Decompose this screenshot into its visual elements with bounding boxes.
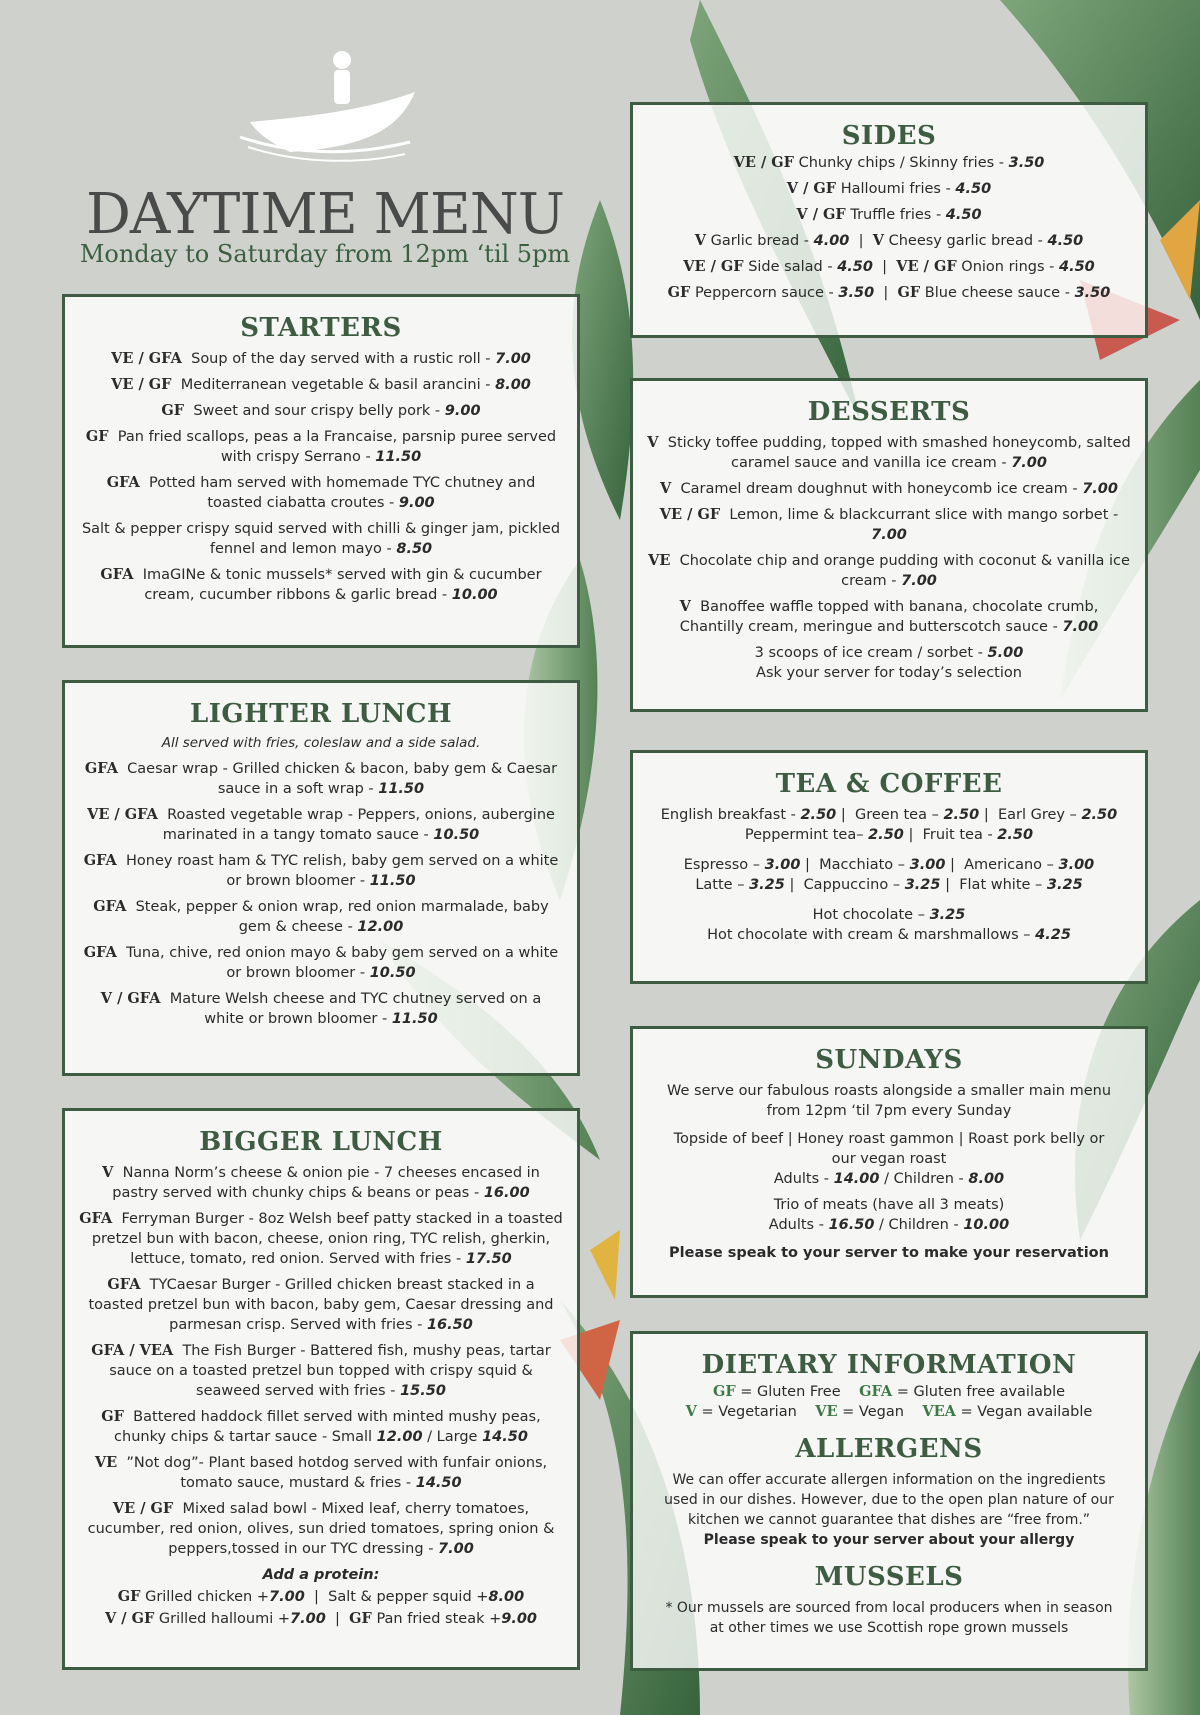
dietary-tag: V — [647, 434, 659, 451]
dietary-tag: VE / GFA — [87, 806, 158, 823]
item-description: Roasted vegetable wrap - Peppers, onions, aubergine marinated in a tangy tomato sauce - — [162, 807, 555, 843]
menu-item — [79, 473, 563, 513]
item-price: 7.00 — [871, 527, 907, 543]
dietary-tag: V — [660, 480, 672, 497]
item-description: Sweet and sour crispy belly pork - — [193, 403, 445, 419]
item-price: 17.50 — [465, 1251, 512, 1267]
drink-price: 3.00 — [764, 857, 801, 873]
item-price: 7.00 — [438, 1541, 474, 1557]
dietary-tag: GFA — [100, 566, 134, 583]
dietary-tag: VE / GFA — [111, 350, 182, 367]
allergens-heading: ALLERGENS — [795, 1434, 983, 1464]
item-description: Mediterranean vegetable & basil arancini - — [180, 377, 496, 393]
dietary-tag: VE / GF — [112, 1500, 174, 1517]
item-description: Honey roast ham & TYC relish, baby gem served on a white or brown bloomer - — [126, 853, 559, 889]
bigger-lunch-list — [79, 1163, 563, 1559]
menu-item — [647, 479, 1131, 499]
item-description: Ferryman Burger - 8oz Welsh beef patty stacked in a toasted pretzel bun with bacon, cheese, onion ring, TYC relish, gherkin, lettuce, tomato, red onion. Served with fries - — [91, 1211, 563, 1267]
item-description: Potted ham served with homemade TYC chutney and toasted ciabatta croutes - — [149, 475, 536, 511]
drink-price: 3.25 — [904, 877, 941, 893]
menu-item — [79, 519, 563, 559]
item-price: 9.00 — [398, 495, 435, 511]
item-price: 15.50 — [400, 1383, 446, 1399]
item-price: 10.50 — [369, 965, 416, 981]
dietary-tag: GFA — [83, 852, 117, 869]
drink-name: Americano – — [964, 857, 1059, 873]
drink-price: 2.50 — [868, 827, 904, 843]
side-line-3: V / GF Truffle fries - 4.50 — [796, 206, 982, 223]
drink-name: Flat white – — [959, 877, 1047, 893]
sundays-heading: SUNDAYS — [815, 1045, 963, 1075]
item-price: 12.00 — [357, 919, 404, 935]
menu-item — [79, 1275, 563, 1335]
sundays-intro: We serve our fabulous roasts alongside a smaller main menu from 12pm ‘til 7pm every Sunday — [667, 1083, 1112, 1119]
menu-item — [79, 427, 563, 467]
menu-item — [79, 1453, 563, 1493]
menu-item — [79, 943, 563, 983]
item-description: Banoffee waffle topped with banana, chocolate crumb, Chantilly cream, meringue and butterscotch sauce - — [679, 599, 1099, 635]
drink-price: 2.50 — [997, 827, 1034, 843]
dietary-tag: V — [102, 1164, 114, 1181]
dietary-tag: VE — [94, 1454, 118, 1471]
menu-item — [79, 897, 563, 937]
item-price: 11.50 — [378, 781, 425, 797]
item-description: Nanna Norm’s cheese & onion pie - 7 cheeses encased in pastry served with chunky chips & beans or peas - — [112, 1165, 540, 1201]
dietary-tag: VE / GF — [111, 376, 172, 393]
dietary-tag: GFA — [93, 898, 127, 915]
dietary-tag: GFA / VEA — [91, 1342, 174, 1359]
drink-name: Cappuccino – — [803, 877, 905, 893]
item-description: Lemon, lime & blackcurrant slice with mango sorbet - — [729, 507, 1119, 523]
menu-item — [79, 1341, 563, 1401]
menu-item — [79, 1407, 563, 1447]
drink-price: 3.00 — [1058, 857, 1095, 873]
lighter-lunch-list — [79, 759, 563, 1029]
item-description: Sticky toffee pudding, topped with smashed honeycomb, salted caramel sauce and vanilla ice cream - — [667, 435, 1131, 471]
tea-row-1: English breakfast - 2.50 | Green tea – 2.50 | Earl Grey – 2.50 — [660, 807, 1118, 823]
menu-item — [79, 401, 563, 421]
protein-line-1: GF Grilled chicken +7.00 | Salt & pepper squid +8.00 — [117, 1588, 525, 1605]
drink-name: Hot chocolate with cream & marshmallows – — [707, 927, 1036, 943]
dietary-tag: GF — [85, 428, 109, 445]
sides-heading: SIDES — [841, 121, 937, 151]
menu-item — [647, 433, 1131, 473]
desserts-section — [630, 378, 1148, 712]
drink-price: 3.25 — [749, 877, 785, 893]
tea-coffee-heading: TEA & COFFEE — [775, 769, 1003, 799]
item-price: 11.50 — [375, 449, 422, 465]
allergens-note: Please speak to your server about your allergy — [703, 1532, 1075, 1548]
drink-name: Green tea – — [854, 807, 944, 823]
item-description: Chocolate chip and orange pudding with coconut & vanilla ice cream - — [679, 553, 1130, 589]
menu-item — [79, 1163, 563, 1203]
side-line-2: V / GF Halloumi fries - 4.50 — [786, 180, 992, 197]
menu-item — [79, 375, 563, 395]
dietary-tag: GFA — [79, 1210, 113, 1227]
drink-price: 2.50 — [943, 807, 980, 823]
starters-list — [79, 349, 563, 605]
sides-section — [630, 102, 1148, 338]
protein-line-2: V / GF Grilled halloumi +7.00 | GF Pan fried steak +9.00 — [104, 1610, 538, 1627]
bigger-lunch-section — [62, 1108, 580, 1670]
item-price: 8.50 — [396, 541, 433, 557]
item-description: Caesar wrap - Grilled chicken & bacon, baby gem & Caesar sauce in a soft wrap - — [127, 761, 558, 797]
menu-item — [79, 851, 563, 891]
desserts-list — [647, 433, 1131, 637]
dietary-tag: V — [679, 598, 691, 615]
item-price: 16.50 — [426, 1317, 473, 1333]
lighter-lunch-section — [62, 680, 580, 1076]
side-line-1: VE / GF Chunky chips / Skinny fries - 3.50 — [733, 154, 1045, 171]
hot-chocolate-deluxe-row — [647, 925, 1131, 945]
item-description: Mixed salad bowl - Mixed leaf, cherry tomatoes, cucumber, red onion, olives, sun dried tomatoes, spring onion & peppers,tossed in our TYC dressing - — [87, 1501, 555, 1557]
dietary-heading: DIETARY INFORMATION — [701, 1350, 1077, 1380]
item-description: Salt & pepper crispy squid served with chilli & ginger jam, pickled fennel and lemon mayo - — [81, 521, 561, 557]
sundays-reservation-note: Please speak to your server to make your reservation — [669, 1245, 1109, 1261]
drink-price: 4.25 — [1035, 927, 1071, 943]
mussels-heading: MUSSELS — [814, 1562, 964, 1592]
item-description: Battered haddock fillet served with minted mushy peas, chunky chips & tartar sauce - Small — [114, 1409, 541, 1445]
dietary-tag: VE — [648, 552, 671, 569]
drink-price: 3.00 — [909, 857, 946, 873]
menu-item — [79, 989, 563, 1029]
item-description: The Fish Burger - Battered fish, mushy peas, tartar sauce on a toasted pretzel bun topped with crispy squid & seaweed served with fries - — [109, 1343, 551, 1399]
item-description: Mature Welsh cheese and TYC chutney served on a white or brown bloomer - — [169, 991, 542, 1027]
item-price: 11.50 — [391, 1011, 438, 1027]
drink-name: Hot chocolate – — [812, 907, 930, 923]
drink-price: 3.25 — [1046, 877, 1083, 893]
side-line-5: VE / GF Side salad - 4.50 | VE / GF Onion rings - 4.50 — [683, 258, 1095, 275]
drink-name: Espresso – — [683, 857, 765, 873]
sundays-section — [630, 1026, 1148, 1298]
drink-price: 2.50 — [1081, 807, 1118, 823]
dietary-tag: GF — [101, 1408, 124, 1425]
menu-item — [79, 1499, 563, 1559]
item-price: 16.00 — [483, 1185, 530, 1201]
page-title: DAYTIME MENU — [86, 182, 564, 247]
item-price: 14.50 — [415, 1475, 462, 1491]
lighter-lunch-heading: LIGHTER LUNCH — [189, 699, 453, 729]
item-description: Pan fried scallops, peas a la Francaise, parsnip puree served with crispy Serrano - — [117, 429, 557, 465]
sundays-trio: Trio of meats (have all 3 meats) Adults - 16.50 / Children - 10.00 — [768, 1197, 1010, 1233]
item-price: 10.50 — [433, 827, 480, 843]
drink-name: Macchiato – — [819, 857, 910, 873]
item-price: 11.50 — [369, 873, 416, 889]
item-price-extra: 14.50 — [482, 1429, 528, 1445]
tea-coffee-section — [630, 750, 1148, 984]
dietary-tag: VE / GF — [659, 506, 721, 523]
item-description: Tuna, chive, red onion mayo & baby gem served on a white or brown bloomer - — [126, 945, 559, 981]
item-description: Soup of the day served with a rustic roll - — [191, 351, 496, 367]
item-price: 12.00 — [376, 1429, 423, 1445]
starters-heading: STARTERS — [240, 313, 402, 343]
allergens-text: We can offer accurate allergen information on the ingredients used in our dishes. However, due to the open plan nature of our kitchen we cannot guarantee that dishes are “free from.” — [664, 1472, 1114, 1528]
item-description: ”Not dog”- Plant based hotdog served with funfair onions, tomato sauce, mustard & fries - — [126, 1455, 548, 1491]
item-description: ImaGINe & tonic mussels* served with gin & cucumber cream, cucumber ribbons & garlic bread - — [142, 567, 542, 603]
item-price: 7.00 — [1082, 481, 1118, 497]
drink-name: Latte – — [695, 877, 750, 893]
menu-item — [647, 551, 1131, 591]
menu-item — [79, 565, 563, 605]
item-price: 8.00 — [495, 377, 531, 393]
item-description-extra: / Large — [422, 1429, 483, 1445]
ice-cream-line: 3 scoops of ice cream / sorbet - 5.00 Ask your server for today’s selection — [754, 645, 1024, 681]
menu-item — [647, 597, 1131, 637]
menu-item — [647, 505, 1131, 545]
bigger-lunch-heading: BIGGER LUNCH — [199, 1127, 443, 1157]
sundays-roasts: Topside of beef | Honey roast gammon | Roast pork belly or our vegan roast Adults - 14.00 / Children - 8.00 — [673, 1131, 1105, 1187]
coffee-row-2: Latte – 3.25 | Cappuccino – 3.25 | Flat white – 3.25 — [695, 877, 1083, 893]
lighter-lunch-intro: All served with fries, coleslaw and a side salad. — [161, 735, 481, 751]
coffee-row-1: Espresso – 3.00 | Macchiato – 3.00 | Americano – 3.00 — [683, 857, 1095, 873]
page-subtitle: Monday to Saturday from 12pm ‘til 5pm — [79, 240, 571, 268]
dietary-tag: V / GFA — [100, 990, 161, 1007]
side-line-4: V Garlic bread - 4.00 | V Cheesy garlic bread - 4.50 — [694, 232, 1084, 249]
item-price: 7.00 — [1062, 619, 1099, 635]
drink-name: English breakfast - — [660, 807, 801, 823]
drink-name: Earl Grey – — [997, 807, 1082, 823]
menu-item — [79, 805, 563, 845]
side-line-6: GF Peppercorn sauce - 3.50 | GF Blue cheese sauce - 3.50 — [667, 284, 1111, 301]
dietary-tag: GFA — [83, 944, 117, 961]
tea-row-2: Peppermint tea– 2.50 | Fruit tea - 2.50 — [744, 827, 1034, 843]
add-protein-title: Add a protein: — [262, 1567, 380, 1583]
menu-item — [79, 1209, 563, 1269]
menu-item — [79, 759, 563, 799]
starters-section — [62, 294, 580, 648]
dietary-section — [630, 1331, 1148, 1671]
item-price: 9.00 — [444, 403, 481, 419]
item-price: 7.00 — [901, 573, 937, 589]
dietary-tag: GF — [161, 402, 185, 419]
drink-name: Peppermint tea– — [744, 827, 869, 843]
item-description: TYCaesar Burger - Grilled chicken breast stacked in a toasted pretzel bun with bacon, baby gem, Caesar dressing and parmesan crisp. Served with fries - — [88, 1277, 554, 1333]
desserts-heading: DESSERTS — [807, 397, 971, 427]
item-description: Caramel dream doughnut with honeycomb ice cream - — [680, 481, 1083, 497]
dietary-legend: GF = Gluten Free GFA = Gluten free available V = Vegetarian VE = Vegan VEA = Vegan available — [685, 1383, 1093, 1420]
mussels-text: * Our mussels are sourced from local producers when in season at other times we use Scottish rope grown mussels — [665, 1600, 1113, 1636]
item-description: Steak, pepper & onion wrap, red onion marmalade, baby gem & cheese - — [135, 899, 549, 935]
dietary-tag: GFA — [84, 760, 118, 777]
ferryman-logo — [230, 42, 430, 172]
drink-price: 3.25 — [929, 907, 966, 923]
drink-name: Fruit tea - — [922, 827, 998, 843]
hot-chocolate-row — [647, 905, 1131, 925]
item-price: 7.00 — [495, 351, 531, 367]
item-price: 10.00 — [451, 587, 498, 603]
dietary-tag: GFA — [107, 1276, 141, 1293]
drink-price: 2.50 — [800, 807, 837, 823]
item-price: 7.00 — [1011, 455, 1047, 471]
menu-item — [79, 349, 563, 369]
dietary-tag: GFA — [106, 474, 140, 491]
